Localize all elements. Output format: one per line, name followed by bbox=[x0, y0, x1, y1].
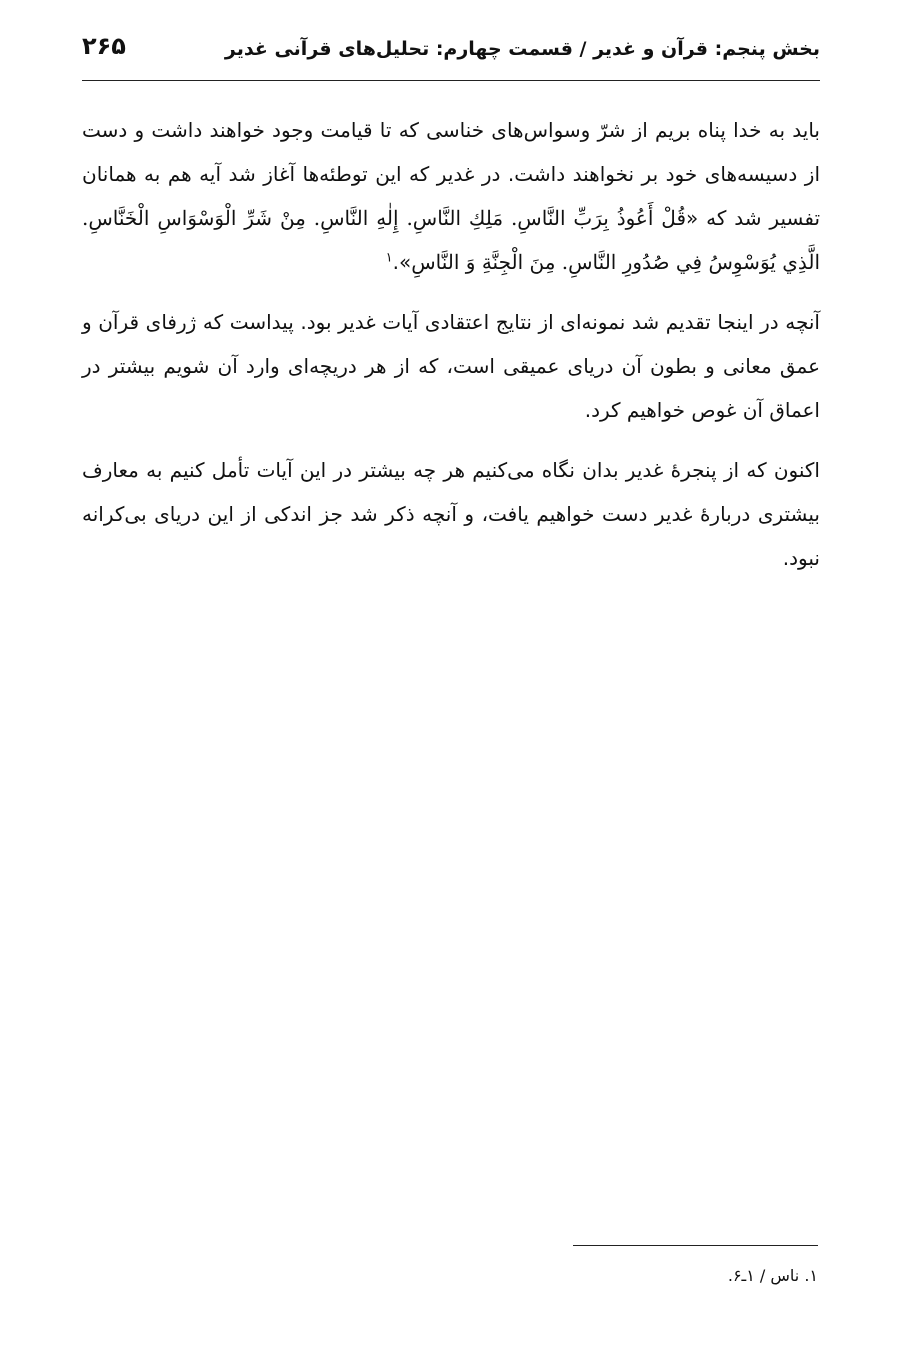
paragraph-1 bbox=[82, 108, 820, 284]
footnote-reference[interactable]: ۱ bbox=[385, 250, 393, 266]
paragraph-1-text: باید به خدا پناه بریم از شرّ وسواس‌های خناسی که تا قیامت وجود خواهند داشت و دست از دسیسه‌های خود بر نخواهند داشت. در غدیر که این توطئه‌ها آغاز شد آیه هم به همانان تفسیر شد که « bbox=[82, 118, 821, 230]
footnote: ۱. ناس / ۱ـ۶. bbox=[727, 1266, 818, 1285]
header-divider bbox=[82, 80, 820, 81]
quote-close: ». bbox=[392, 250, 412, 274]
page-number: ۲۶۵ bbox=[82, 32, 126, 60]
page-header bbox=[82, 30, 820, 78]
paragraph-3: اکنون که از پنجرۀ غدیر بدان نگاه می‌کنیم هر چه بیشتر در این آیات تأمل کنیم به معارف بیشتری دربارۀ غدیر دست خواهیم یافت، و آنچه ذکر شد جز اندکی از این دریای بی‌کرانه نبود. bbox=[82, 458, 820, 570]
body-text bbox=[82, 108, 820, 596]
quran-quote: قُلْ أَعُوذُ بِرَبِّ النَّاسِ. مَلِكِ النَّاسِ. إِلٰهِ النَّاسِ. مِنْ شَرِّ الْوَسْوَاسِ الْخَنَّاسِ. الَّذِي يُوَسْوِسُ فِي صُدُورِ النَّاسِ. مِنَ الْجِنَّةِ وَ النَّاسِ bbox=[82, 206, 820, 274]
footnote-divider bbox=[573, 1245, 818, 1246]
running-title: بخش پنجم: قرآن و غدیر / قسمت چهارم: تحلیل‌های قرآنی غدیر bbox=[224, 38, 820, 60]
paragraph-2: آنچه در اینجا تقدیم شد نمونه‌ای از نتایج اعتقادی آیات غدیر بود. پیداست که ژرفای قرآن و عمق معانی و بطون آن دریای عمیقی است، که از هر دریچه‌ای وارد آن شویم بیشتر در اعماق آن غوص خواهیم کرد. bbox=[82, 310, 820, 422]
